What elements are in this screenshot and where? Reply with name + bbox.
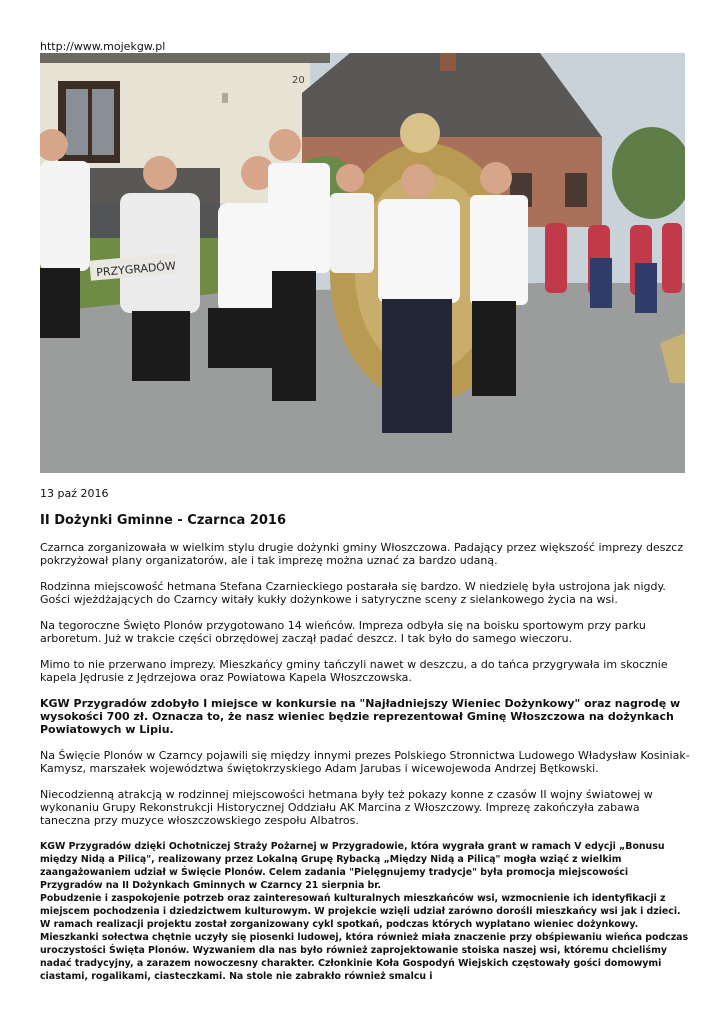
paragraph: Niecodzienną atrakcją w rodzinnej miejscowości hetmana były też pokazy konne z czasów II wojny światowej w wykonaniu Grupy Rekonstrukcji Historycznej Oddziału AK Marcina z Włoszczowy. Imprezę zakończyła zabawa taneczna przy muzyce włoszczowskiego zespołu Albatros.: [40, 788, 653, 827]
article-date: 13 paź 2016: [40, 487, 109, 500]
paragraph: Na tegoroczne Święto Plonów przygotowano 14 wieńców. Impreza odbyła się na boisku sportowym przy parku arboretum. Już w trakcie części obrzędowej zaczął padać deszcz. I tak było do samego wieczoru.: [40, 619, 646, 645]
paragraph: Na Święcie Plonów w Czarncy pojawili się między innymi prezes Polskiego Stronnictwa Ludowego Władysław Kosiniak-Kamysz, marszałek województwa świętokrzyskiego Adam Jarubas i wicewojewoda Andrzej Bętkowski.: [40, 749, 690, 775]
award-paragraph: KGW Przygradów zdobyło I miejsce w konkursie na "Najładniejszy Wieniec Dożynkowy" oraz nagrodę w wysokości 700 zł. Oznacza to, że nasz wieniec będzie reprezentował Gminę Włoszczowa na dożynkach Powiatowych w Lipiu.: [40, 697, 681, 736]
grant-paragraph: KGW Przygradów dzięki Ochotniczej Straży Pożarnej w Przygradowie, która wygrała grant w ramach V edycji „Bonusu między Nidą a Pilicą", realizowany przez Lokalną Grupę Rybacką „Między Nidą a Pilicą" mogła wziąć z wielkim zaangażowaniem udział w Święcie Plonów. Celem zadania "Pielęgnujemy tradycje" była promocja miejscowości Przygradów na II Dożynkach Gminnych w Czarncy 21 sierpnia br. Pobudzenie i zaspokojenie potrzeb oraz zainteresowań kulturalnych mieszkańców wsi, wzmocnienie ich identyfikacji z miejscem pochodzenia i dziedzictwem kulturowym. W projekcie wzięli udział zarówno dorośli mieszkańcy wsi jak i dzieci. W ramach realizacji projektu został zorganizowany cykl spotkań, podczas których wyplatano wieniec dożynkowy. Mieszkanki sołectwa chętnie uczyły się piosenki ludowej, która również miała znaczenie przy obśpiewaniu wieńca podczas uroczystości Święta Plonów. Wyzwaniem dla nas było również zaprojektowanie stoiska naszej wsi, któremu chcieliśmy nadać tradycyjny, a zarazem nowoczesny charakter. Członkinie Koła Gospodyń Wiejskich częstowały gości domowymi ciastami, rogalikami, ciasteczkami. Na stole nie zabrakło również smalcu i: [40, 841, 689, 982]
paragraph: Rodzinna miejscowość hetmana Stefana Czarnieckiego postarała się bardzo. W niedzielę była ustrojona jak nigdy. Gości wjeżdżających do Czarncy witały kukły dożynkowe i satyryczne sceny z sielankowego życia na wsi.: [40, 580, 666, 606]
article-title: II Dożynki Gminne - Czarnca 2016: [40, 513, 287, 528]
village-sign: PRZYGRADÓW: [95, 259, 177, 280]
harvest-festival-photo: [40, 53, 685, 473]
paragraph: Mimo to nie przerwano imprezy. Mieszkańcy gminy tańczyli nawet w deszczu, a do tańca przygrywała im skocznie kapela Jędrusie z Jędrzejowa oraz Powiatowa Kapela Włoszczowska.: [40, 658, 668, 684]
paragraph: Czarnca zorganizowała w wielkim stylu drugie dożynki gminy Włoszczowa. Padający przez większość imprezy deszcz pokrzyżował plany organizatorów, ale i tak imprezę można uznać za bardzo udaną.: [40, 541, 684, 567]
house-number: 20: [292, 75, 305, 86]
article-body: [40, 541, 690, 983]
page-url: http://www.mojekgw.pl: [40, 40, 166, 53]
